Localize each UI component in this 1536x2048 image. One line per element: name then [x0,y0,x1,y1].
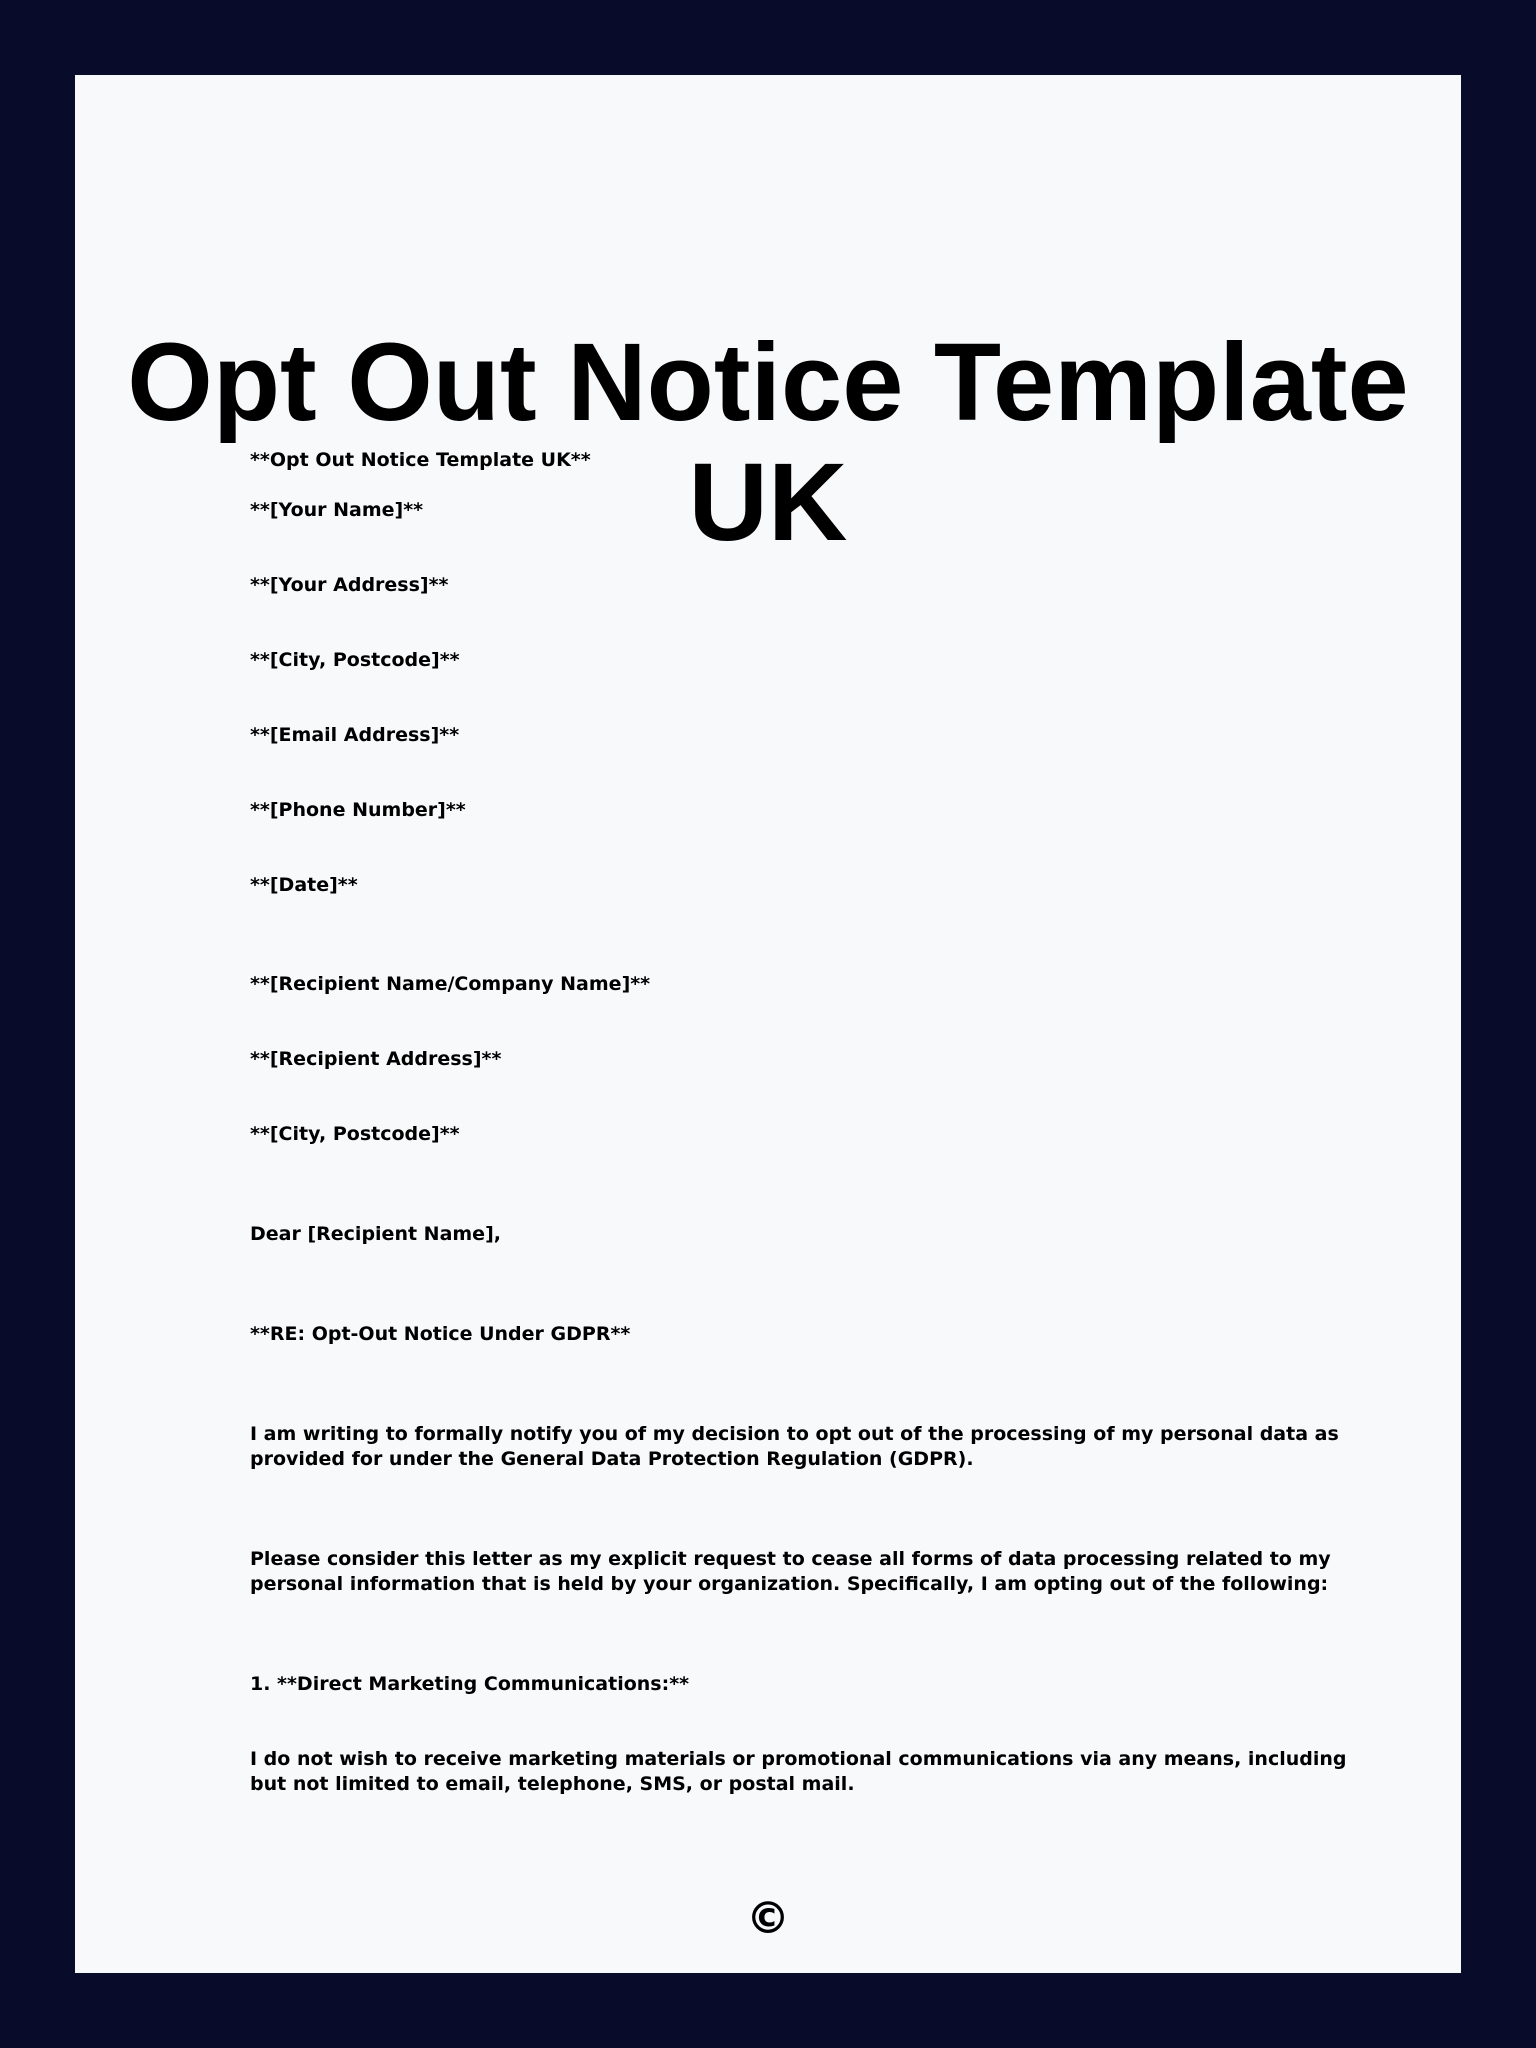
sender-address: **[Your Address]** [250,574,449,596]
sender-email: **[Email Address]** [250,724,460,746]
list-item-body: I do not wish to receive marketing materials or promotional communications via any means, including but not limited to email, telephone, SMS, or postal mail. [250,1748,1347,1795]
recipient-name: **[Recipient Name/Company Name]** [250,973,651,995]
paragraph-intro: I am writing to formally notify you of my decision to opt out of the processing of my personal data as provided for under the General Data Protection Regulation (GDPR). [250,1423,1339,1470]
letter-date: **[Date]** [250,874,358,896]
letter-subject: **RE: Opt-Out Notice Under GDPR** [250,1323,631,1345]
copyright-icon: © [746,1893,790,1944]
document-heading: **Opt Out Notice Template UK** [250,449,591,471]
document-page [75,75,1461,1973]
salutation: Dear [Recipient Name], [250,1223,501,1245]
recipient-address: **[Recipient Address]** [250,1048,502,1070]
paragraph-request: Please consider this letter as my explicit request to cease all forms of data processing related to my personal information that is held by your organization. Specifically, I am opting out of the following: [250,1548,1331,1595]
sender-city-postcode: **[City, Postcode]** [250,649,460,671]
sender-name: **[Your Name]** [250,499,424,521]
sender-phone: **[Phone Number]** [250,799,466,821]
recipient-city-postcode: **[City, Postcode]** [250,1123,460,1145]
list-item-heading: 1. **Direct Marketing Communications:** [250,1673,690,1695]
page-title: Opt Out Notice Template UK [127,321,1409,564]
